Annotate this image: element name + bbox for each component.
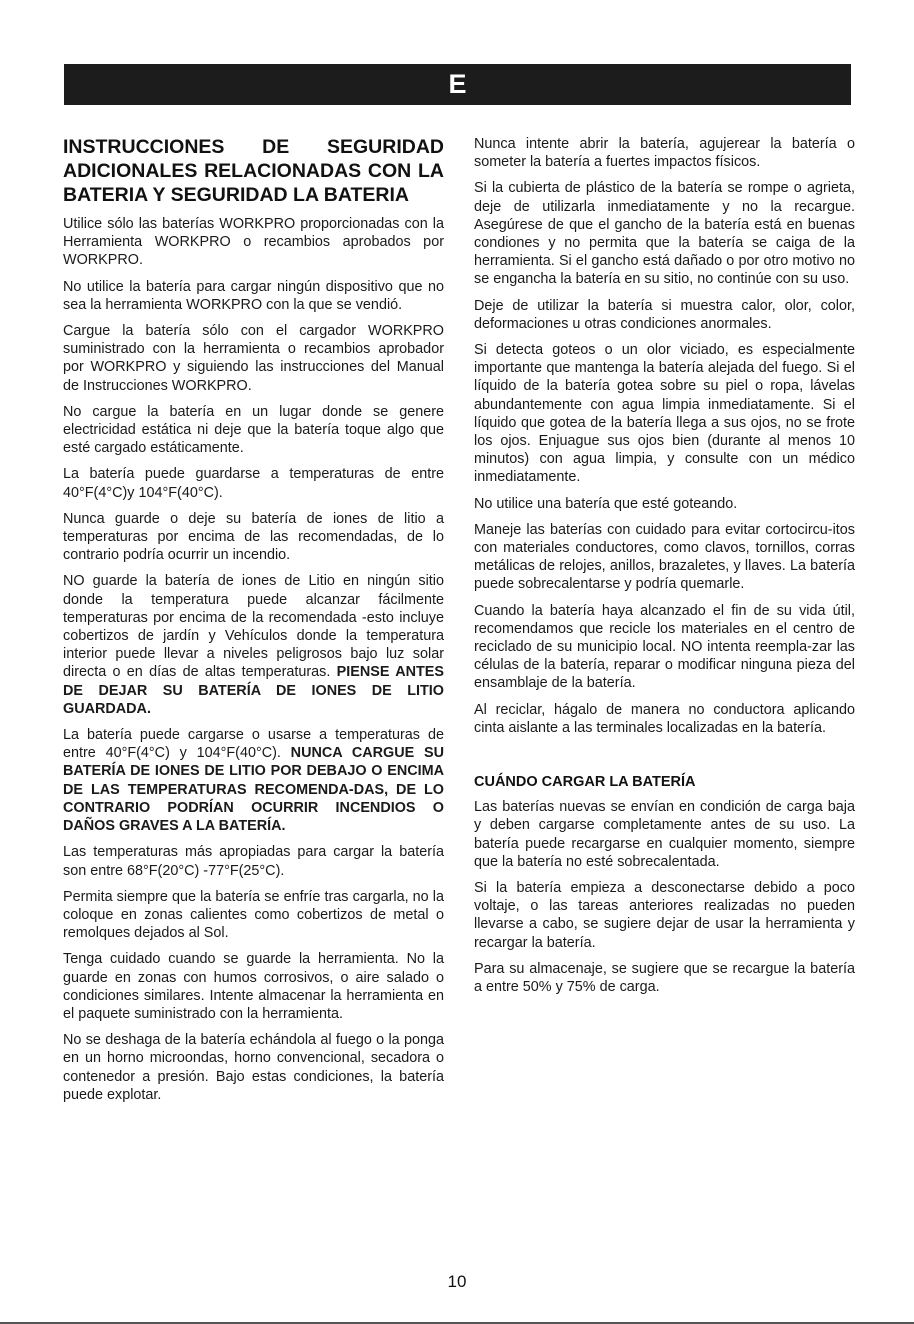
paragraph: Cargue la batería sólo con el cargador WORKPRO suministrado con la herramienta o recambios aprobador por WORKPRO y siguiendo las instrucciones del Manual de Instrucciones WORKPRO. <box>63 323 444 394</box>
paragraph: Cuando la batería haya alcanzado el fin de su vida útil, recomendamos que recicle los materiales en el centro de reciclado de su municipio local. NO intenta reempla-zar las células de la batería, reparar o modificar ninguna pieza del ensamblaje de la batería. <box>474 602 855 692</box>
paragraph: Tenga cuidado cuando se guarde la herramienta. No la guarde en zonas con humos corrosivos, o aire salado o condiciones similares. Intente almacenar la herramienta en el paquete suministrado con la herramienta. <box>63 951 444 1022</box>
paragraph: No cargue la batería en un lugar donde se genere electricidad estática ni deje que la batería toque algo que esté cargado estáticamente. <box>63 403 444 457</box>
page-number: 10 <box>447 1272 467 1291</box>
left-column <box>63 135 444 1112</box>
paragraph: Las baterías nuevas se envían en condición de carga baja y deben cargarse completamente antes de su uso. La batería puede recargarse en cualquier momento, siempre que la batería no esté sobrecalentada. <box>474 799 855 870</box>
paragraph: Para su almacenaje, se sugiere que se recargue la batería a entre 50% y 75% de carga. <box>474 960 855 995</box>
paragraph: Deje de utilizar la batería si muestra calor, olor, color, deformaciones u otras condiciones anormales. <box>474 297 855 332</box>
paragraph-with-warning <box>63 726 444 835</box>
paragraph: Maneje las baterías con cuidado para evitar cortocircu-itos con materiales conductores, como clavos, tornillos, corras metálicas de relojes, anillos, brazaletes, y llaves. La batería puede sobrecalentarse y podría quemarle. <box>474 521 855 593</box>
paragraph: Nunca intente abrir la batería, agujerear la batería o someter la batería a fuertes impactos físicos. <box>474 136 855 171</box>
paragraph-text: NO guarde la batería de iones de Litio en ningún sitio donde la temperatura puede alcanzar fácilmente temperaturas por encima de la recomendada -esto incluye cobertizos de jardín y Vehículos donde la temperatura interior puede llevar a niveles peligrosos bajo luz solar directa o en días de altas temperaturas. <box>63 573 444 681</box>
paragraph: Utilice sólo las baterías WORKPRO proporcionadas con la Herramienta WORKPRO o recambios aprobados por WORKPRO. <box>63 216 444 269</box>
paragraph: No utilice una batería que esté goteando. <box>474 495 738 512</box>
section-spacer <box>474 745 855 773</box>
paragraph: La batería puede guardarse a temperaturas de entre 40°F(4°C)y 104°F(40°C). <box>63 466 444 501</box>
warning-text: PIENSE ANTES DE DEJAR SU BATERÍA DE IONES DE LITIO GUARDADA. <box>63 664 444 717</box>
paragraph: Al reciclar, hágalo de manera no conductora aplicando cinta aislante a las terminales localizadas en la batería. <box>474 701 855 736</box>
warning-text: NUNCA CARGUE SU BATERÍA DE IONES DE LITIO POR DEBAJO O ENCIMA DE LAS TEMPERATURAS RECOMENDA-DAS, DE LO CONTRARIO PODRÍAN OCURRIR INCENDIOS O DAÑOS GRAVES A LA BATERÍA. <box>63 745 444 835</box>
paragraph: No utilice la batería para cargar ningún dispositivo que no sea la herramienta WORKPRO con la que se vendió. <box>63 278 444 313</box>
language-header-bar <box>64 64 851 105</box>
paragraph: No se deshaga de la batería echándola al fuego o la ponga en un horno microondas, horno convencional, secadora o contenedor a presión. Bajo estas condiciones, la batería puede explotar. <box>63 1032 444 1103</box>
paragraph: Las temperaturas más apropiadas para cargar la batería son entre 68°F(20°C) -77°F(25°C). <box>63 844 444 879</box>
paragraph-with-warning <box>63 572 444 718</box>
right-column <box>474 135 855 1004</box>
section-title: INSTRUCCIONES DE SEGURIDAD ADICIONALES RELACIONADAS CON LA BATERIA Y SEGURIDAD LA BATERIA <box>63 136 444 206</box>
language-letter: E <box>448 69 467 99</box>
paragraph: Si detecta goteos o un olor viciado, es especialmente importante que mantenga la batería alejada del fuego. Si el líquido de la batería gotea sobre su piel o ropa, lávelas abundantemente con agua limpia inmediatamente. Si el líquido que gotea de la batería llega a sus ojos, no se frote los ojos. Enjuague sus ojos bien (durante al menos 10 minutos) con agua limpia, y consulte con un médico inmediatamente. <box>474 342 855 486</box>
paragraph: Permita siempre que la batería se enfríe tras cargarla, no la coloque en zonas calientes como cobertizos de metal o remolques dejados al Sol. <box>63 888 444 942</box>
subsection-title: CUÁNDO CARGAR LA BATERÍA <box>474 774 696 791</box>
paragraph: Si la batería empieza a desconectarse debido a poco voltaje, o las tareas anteriores realizadas no pueden llevarse a cabo, se sugiere dejar de usar la herramienta y recargar la batería. <box>474 879 855 951</box>
paragraph: Nunca guarde o deje su batería de iones de litio a temperaturas por encima de las recomendadas, de lo contrario podría ocurrir un incendio. <box>63 510 444 564</box>
paragraph-text: La batería puede cargarse o usarse a temperaturas de entre 40°F(4°C) y 104°F(40°C). <box>63 727 444 762</box>
paragraph: Si la cubierta de plástico de la batería se rompe o agrieta, deje de utilizarla inmediatamente y no la recargue. Asegúrese de que el gancho de la batería está en buenas condiones y no permita que la batería se caiga de la herramienta. Si el gancho está dañado o por otro motivo no se engancha la batería en su sitio, no continúe con su uso. <box>474 180 855 288</box>
